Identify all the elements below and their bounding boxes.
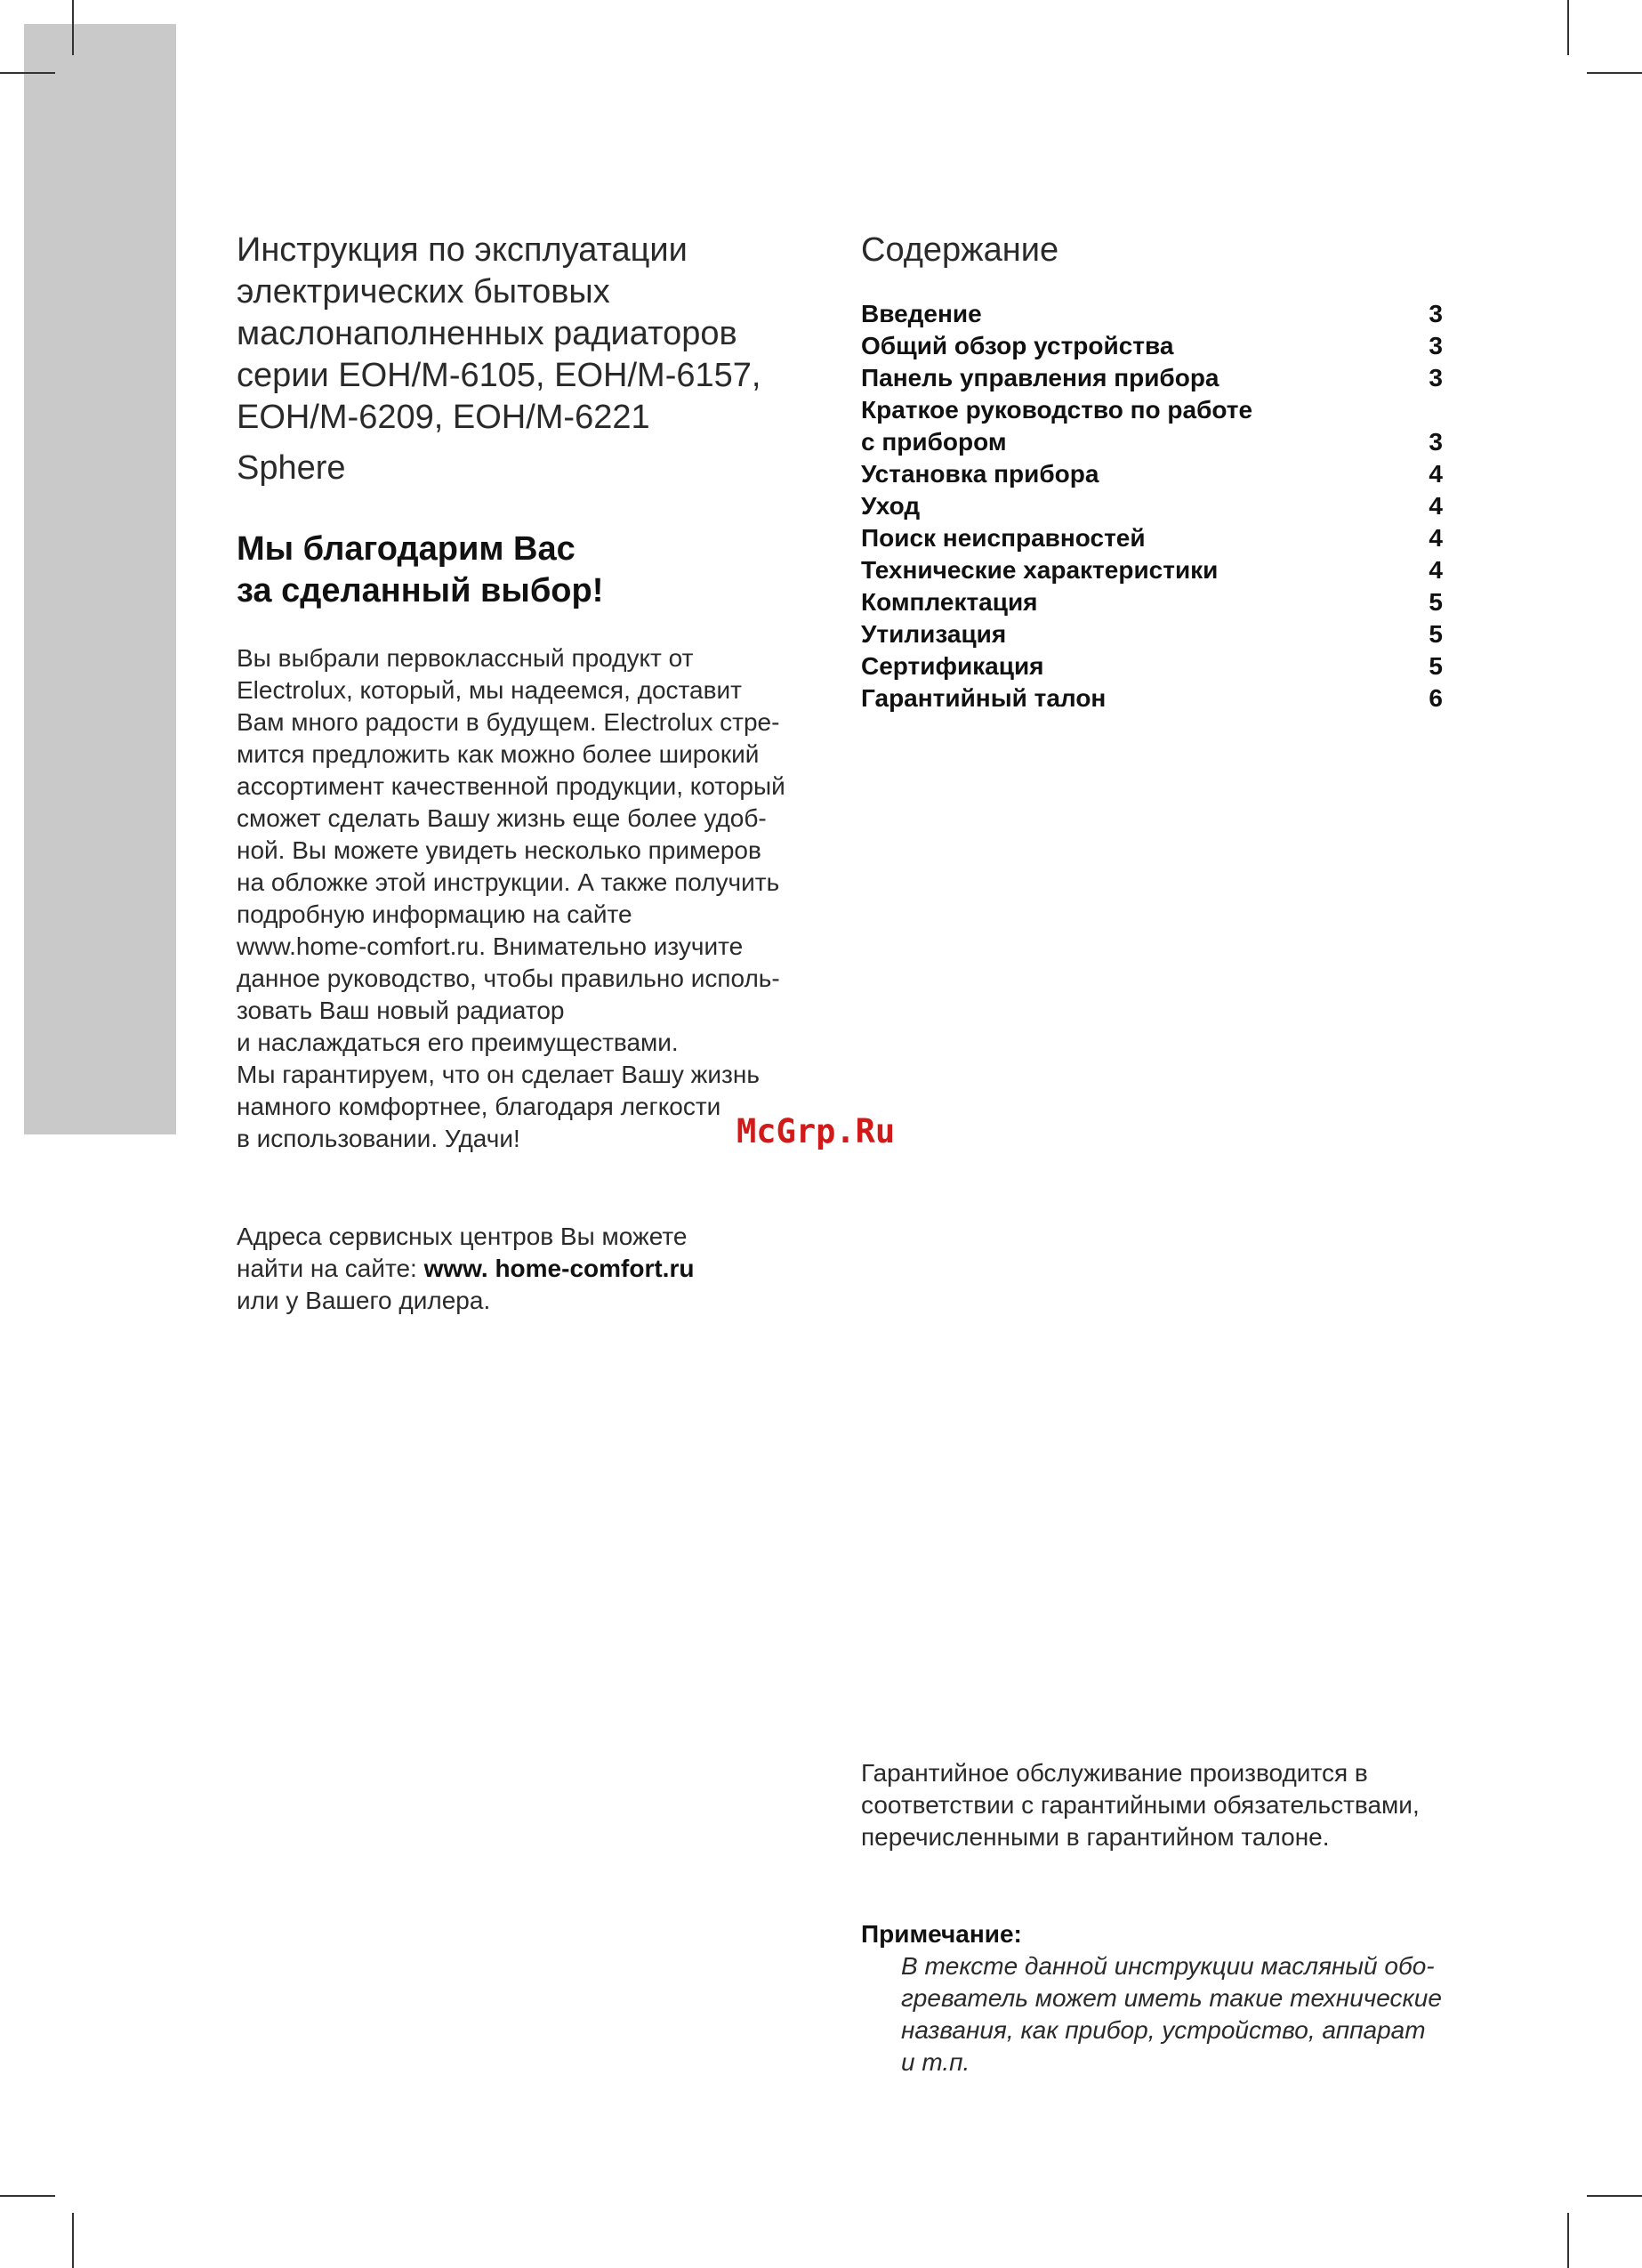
side-color-bar bbox=[24, 24, 176, 1134]
product-name: Sphere bbox=[237, 449, 346, 487]
crop-mark-top-left bbox=[72, 0, 74, 55]
toc-item-page: 5 bbox=[1429, 588, 1443, 616]
service-info bbox=[237, 1221, 841, 1317]
toc-item bbox=[861, 522, 1443, 554]
crop-mark-top-right bbox=[1567, 0, 1569, 55]
note-title: Примечание: bbox=[861, 1920, 1022, 1948]
warranty-line: перечисленными в гарантийном талоне. bbox=[861, 1823, 1330, 1851]
toc-item-page: 3 bbox=[1429, 332, 1443, 359]
toc-item bbox=[861, 554, 1443, 586]
toc-item bbox=[861, 426, 1443, 458]
paragraph-line: мится предложить как можно более широкий bbox=[237, 740, 760, 768]
toc-item-label: Сертификация bbox=[861, 652, 1044, 680]
thanks-line: за сделанный выбор! bbox=[237, 572, 604, 609]
paragraph-line: Мы гарантируем, что он сделает Вашу жизнь bbox=[237, 1061, 760, 1088]
service-line: Адреса сервисных центров Вы можете bbox=[237, 1223, 688, 1250]
service-website-link[interactable]: www. home-comfort.ru bbox=[423, 1255, 695, 1282]
toc-item-page: 6 bbox=[1429, 684, 1443, 712]
toc-item-label: Гарантийный талон bbox=[861, 684, 1107, 712]
toc-item bbox=[861, 490, 1443, 522]
paragraph-line: зовать Ваш новый радиатор bbox=[237, 997, 565, 1024]
crop-mark-bottom-right-h bbox=[1587, 2195, 1642, 2197]
note-line: и т.п. bbox=[901, 2048, 970, 2076]
paragraph-line: на обложке этой инструкции. А также получить bbox=[237, 868, 780, 896]
toc-item-label: Комплектация bbox=[861, 588, 1038, 616]
toc-heading: Содержание bbox=[861, 231, 1059, 269]
paragraph-line: Вам много радости в будущем. Electrolux стре- bbox=[237, 708, 780, 736]
toc-item-label: Уход bbox=[861, 492, 921, 520]
intro-paragraph bbox=[237, 642, 841, 1155]
paragraph-line: подробную информацию на сайте bbox=[237, 900, 632, 928]
toc-item-page: 3 bbox=[1429, 428, 1443, 456]
warranty-line: соответствии с гарантийными обязательствами, bbox=[861, 1791, 1420, 1819]
paragraph-line: данное руководство, чтобы правильно исполь- bbox=[237, 965, 780, 992]
paragraph-line: www.home-comfort.ru. Внимательно изучите bbox=[237, 932, 744, 960]
toc-item-label: Поиск неисправностей bbox=[861, 524, 1146, 552]
toc-item-page: 4 bbox=[1429, 460, 1443, 488]
paragraph-line: и наслаждаться его преимуществами. bbox=[237, 1029, 679, 1056]
thanks-heading bbox=[237, 529, 841, 612]
paragraph-line: ассортимент качественной продукции, который bbox=[237, 772, 785, 800]
paragraph-line: Вы выбрали первоклассный продукт от bbox=[237, 644, 694, 672]
thanks-line: Мы благодарим Вас bbox=[237, 530, 576, 568]
toc-item-label: Установка прибора bbox=[861, 460, 1099, 488]
toc-item-label: Общий обзор устройства bbox=[861, 332, 1174, 359]
paragraph-line: в использовании. Удачи! bbox=[237, 1125, 520, 1152]
toc-item-label: Введение bbox=[861, 300, 982, 327]
toc-item-page: 5 bbox=[1429, 652, 1443, 680]
title-line: маслонаполненных радиаторов bbox=[237, 315, 737, 352]
title-line: электрических бытовых bbox=[237, 273, 610, 311]
service-line: или у Вашего дилера. bbox=[237, 1287, 491, 1314]
title-line: EOH/M-6209, EOH/M-6221 bbox=[237, 399, 650, 436]
toc-item-label: с прибором bbox=[861, 428, 1007, 456]
toc-item bbox=[861, 618, 1443, 650]
toc-item-label: Краткое руководство по работе bbox=[861, 396, 1253, 424]
toc-item-page: 3 bbox=[1429, 300, 1443, 327]
paragraph-line: сможет сделать Вашу жизнь еще более удоб- bbox=[237, 804, 767, 832]
crop-mark-top-left-h bbox=[0, 72, 55, 74]
note-line: названия, как прибор, устройство, аппарат bbox=[901, 2016, 1426, 2044]
table-of-contents bbox=[861, 298, 1443, 714]
toc-item bbox=[861, 458, 1443, 490]
service-line bbox=[237, 1253, 841, 1285]
toc-item bbox=[861, 586, 1443, 618]
toc-item-label: Технические характеристики bbox=[861, 556, 1219, 584]
title-line: Инструкция по эксплуатации bbox=[237, 231, 688, 269]
toc-item-page: 4 bbox=[1429, 556, 1443, 584]
service-prefix: найти на сайте: bbox=[237, 1255, 424, 1282]
note-line: В тексте данной инструкции масляный обо- bbox=[901, 1952, 1435, 1980]
toc-item-page: 4 bbox=[1429, 524, 1443, 552]
toc-item bbox=[861, 650, 1443, 682]
crop-mark-bottom-left bbox=[72, 2213, 74, 2268]
paragraph-line: ной. Вы можете увидеть несколько примеров bbox=[237, 836, 761, 864]
warranty-line: Гарантийное обслуживание производится в bbox=[861, 1759, 1368, 1787]
toc-item bbox=[861, 682, 1443, 714]
intro-column bbox=[237, 230, 841, 1317]
document-title bbox=[237, 230, 841, 439]
note-line: греватель может иметь такие технические bbox=[901, 1984, 1442, 2012]
paragraph-line: Electrolux, который, мы надеемся, доставит bbox=[237, 676, 742, 704]
toc-item-label: Панель управления прибора bbox=[861, 364, 1219, 391]
crop-mark-bottom-left-h bbox=[0, 2195, 55, 2197]
toc-item bbox=[861, 394, 1443, 426]
note-block bbox=[861, 1918, 1484, 2078]
toc-item bbox=[861, 362, 1443, 394]
warranty-paragraph bbox=[861, 1757, 1484, 1853]
toc-item bbox=[861, 330, 1443, 362]
toc-item bbox=[861, 298, 1443, 330]
toc-item-page bbox=[1407, 394, 1443, 426]
toc-item-label: Утилизация bbox=[861, 620, 1007, 648]
toc-item-page: 4 bbox=[1429, 492, 1443, 520]
toc-item-page: 3 bbox=[1429, 364, 1443, 391]
watermark: McGrp.Ru bbox=[736, 1112, 896, 1150]
contents-column bbox=[861, 230, 1443, 714]
crop-mark-bottom-right bbox=[1567, 2213, 1569, 2268]
title-line: серии EOH/M-6105, EOH/M-6157, bbox=[237, 357, 761, 394]
paragraph-line: намного комфортнее, благодаря легкости bbox=[237, 1093, 721, 1120]
toc-item-page: 5 bbox=[1429, 620, 1443, 648]
crop-mark-top-right-h bbox=[1587, 72, 1642, 74]
